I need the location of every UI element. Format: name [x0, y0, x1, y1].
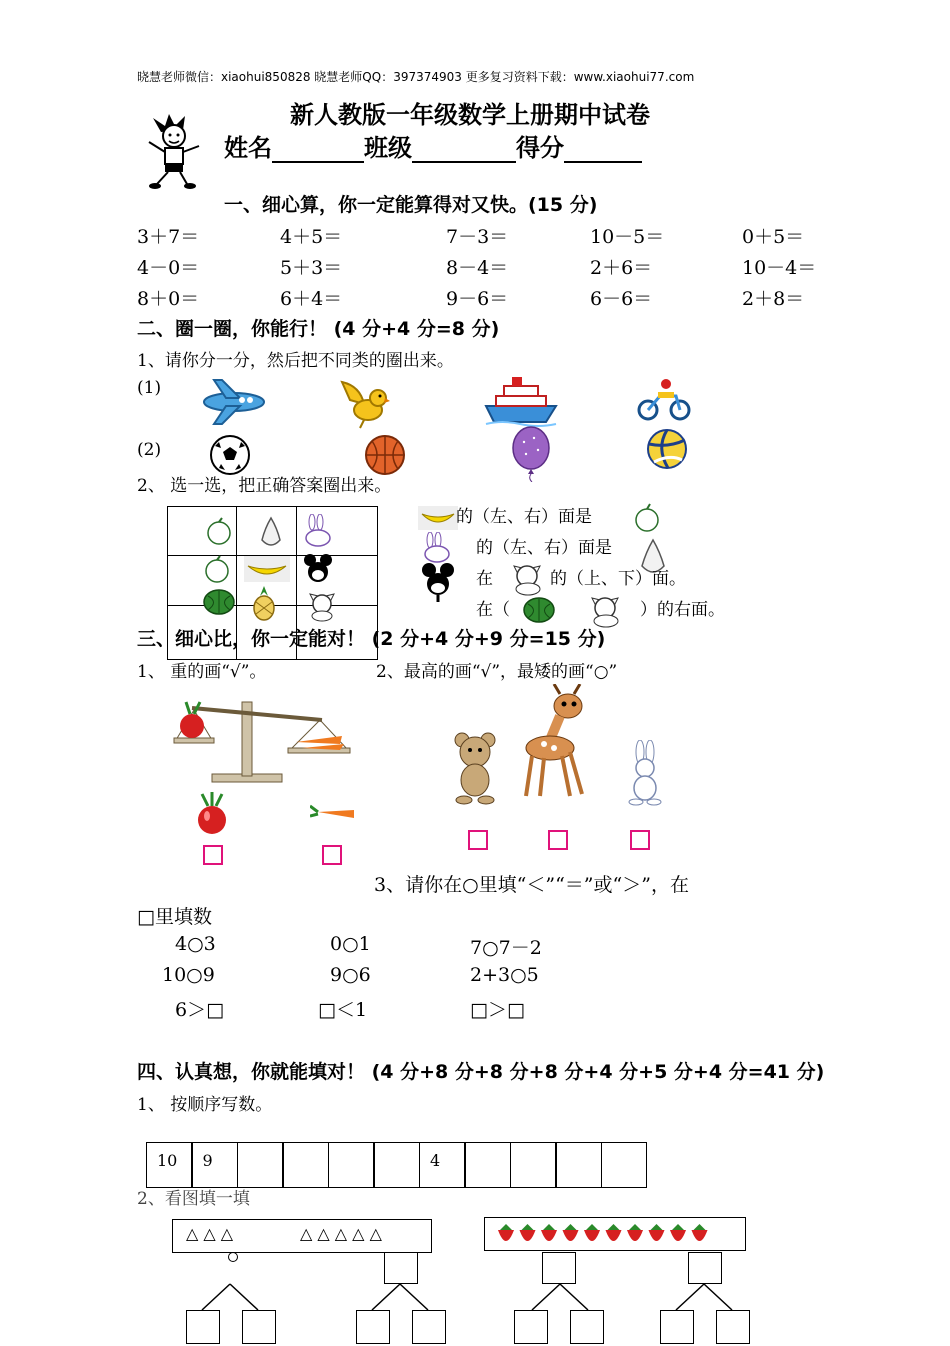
- comparison-item[interactable]: 4○3: [175, 933, 216, 955]
- page-title: 新人教版一年级数学上册期中试卷: [290, 101, 650, 129]
- statement-4b: ）的右面。: [640, 600, 725, 620]
- score-label: 得分: [516, 134, 564, 162]
- sequence-cell[interactable]: 10: [146, 1142, 192, 1188]
- name-label: 姓名: [224, 134, 272, 162]
- equation[interactable]: 4－0＝: [137, 257, 200, 279]
- equation[interactable]: 9－6＝: [446, 288, 509, 310]
- equation[interactable]: 6＋4＝: [280, 288, 343, 310]
- sequence-cell[interactable]: 9: [192, 1142, 238, 1188]
- part-box[interactable]: [660, 1310, 694, 1344]
- equation[interactable]: 3＋7＝: [137, 226, 200, 248]
- triangles-left: △ △ △: [186, 1224, 234, 1243]
- equation[interactable]: 0＋5＝: [742, 226, 805, 248]
- comparison-item[interactable]: □＞□: [470, 999, 525, 1021]
- statement-3a: 在: [476, 569, 493, 589]
- section3-heading: 三、细心比，你一定能对！ (2 分+4 分+9 分=15 分): [137, 628, 606, 650]
- part-box[interactable]: [570, 1310, 604, 1344]
- comparison-item[interactable]: 7○7－2: [470, 937, 542, 959]
- statement-3b: 的（上、下）面。: [550, 569, 686, 589]
- total-box[interactable]: [384, 1252, 418, 1284]
- section3-q2: 2、最高的画“√”，最矮的画“○”: [376, 662, 618, 682]
- equation[interactable]: 4＋5＝: [280, 226, 343, 248]
- section2-q1: 1、请你分一分，然后把不同类的圈出来。: [137, 351, 454, 371]
- section4-heading: 四、认真想，你就能填对！ (4 分+8 分+8 分+8 分+4 分+5 分+4 分=41 分): [137, 1061, 825, 1083]
- comparison-item[interactable]: 6＞□: [175, 999, 225, 1021]
- section4-q2: 2、看图填一填: [137, 1189, 250, 1209]
- equation[interactable]: 10－4＝: [742, 257, 817, 279]
- total-box[interactable]: [542, 1252, 576, 1284]
- statement-1: 的（左、右）面是: [456, 507, 592, 527]
- statement-4a: 在（: [476, 600, 510, 620]
- equation[interactable]: 6－6＝: [590, 288, 653, 310]
- section2-q2: 2、 选一选，把正确答案圈出来。: [137, 476, 392, 496]
- part-box[interactable]: [186, 1310, 220, 1344]
- part-box[interactable]: [242, 1310, 276, 1344]
- part-box[interactable]: [356, 1310, 390, 1344]
- equation[interactable]: 7－3＝: [446, 226, 509, 248]
- statement-2: 的（左、右）面是: [476, 538, 612, 558]
- part-box[interactable]: [514, 1310, 548, 1344]
- comparison-item[interactable]: 2+3○5: [470, 964, 539, 986]
- part-box[interactable]: [716, 1310, 750, 1344]
- equation[interactable]: 2＋8＝: [742, 288, 805, 310]
- sequence-cell[interactable]: 4: [419, 1142, 465, 1188]
- equation[interactable]: 5＋3＝: [280, 257, 343, 279]
- comparison-item[interactable]: □＜1: [318, 999, 368, 1021]
- header-note: 晓慧老师微信：xiaohui850828 晓慧老师QQ：397374903 更多复习资料下载：www.xiaohui77.com: [137, 70, 695, 84]
- row2-label: (2): [137, 440, 162, 460]
- triangles-right: △ △ △ △ △: [300, 1224, 382, 1243]
- section2-heading: 二、圈一圈，你能行！ (4 分+4 分=8 分): [137, 318, 500, 340]
- section1-heading: 一、细心算，你一定能算得对又快。(15 分): [224, 194, 598, 216]
- equation[interactable]: 10－5＝: [590, 226, 665, 248]
- equation[interactable]: 8－4＝: [446, 257, 509, 279]
- section3-q3-line1: 3、请你在○里填“＜”“＝”或“＞”，在: [374, 874, 689, 896]
- row1-label: (1): [137, 378, 162, 398]
- section3-q1: 1、 重的画“√”。: [137, 662, 267, 682]
- equation[interactable]: 8＋0＝: [137, 288, 200, 310]
- comparison-item[interactable]: 9○6: [330, 964, 371, 986]
- class-label: 班级: [364, 134, 412, 162]
- section4-q1: 1、 按顺序写数。: [137, 1095, 273, 1115]
- part-box[interactable]: [412, 1310, 446, 1344]
- section3-q3-line2: □里填数: [137, 906, 212, 928]
- equation[interactable]: 2＋6＝: [590, 257, 653, 279]
- comparison-item[interactable]: 10○9: [162, 964, 215, 986]
- total-box[interactable]: [688, 1252, 722, 1284]
- comparison-item[interactable]: 0○1: [330, 933, 371, 955]
